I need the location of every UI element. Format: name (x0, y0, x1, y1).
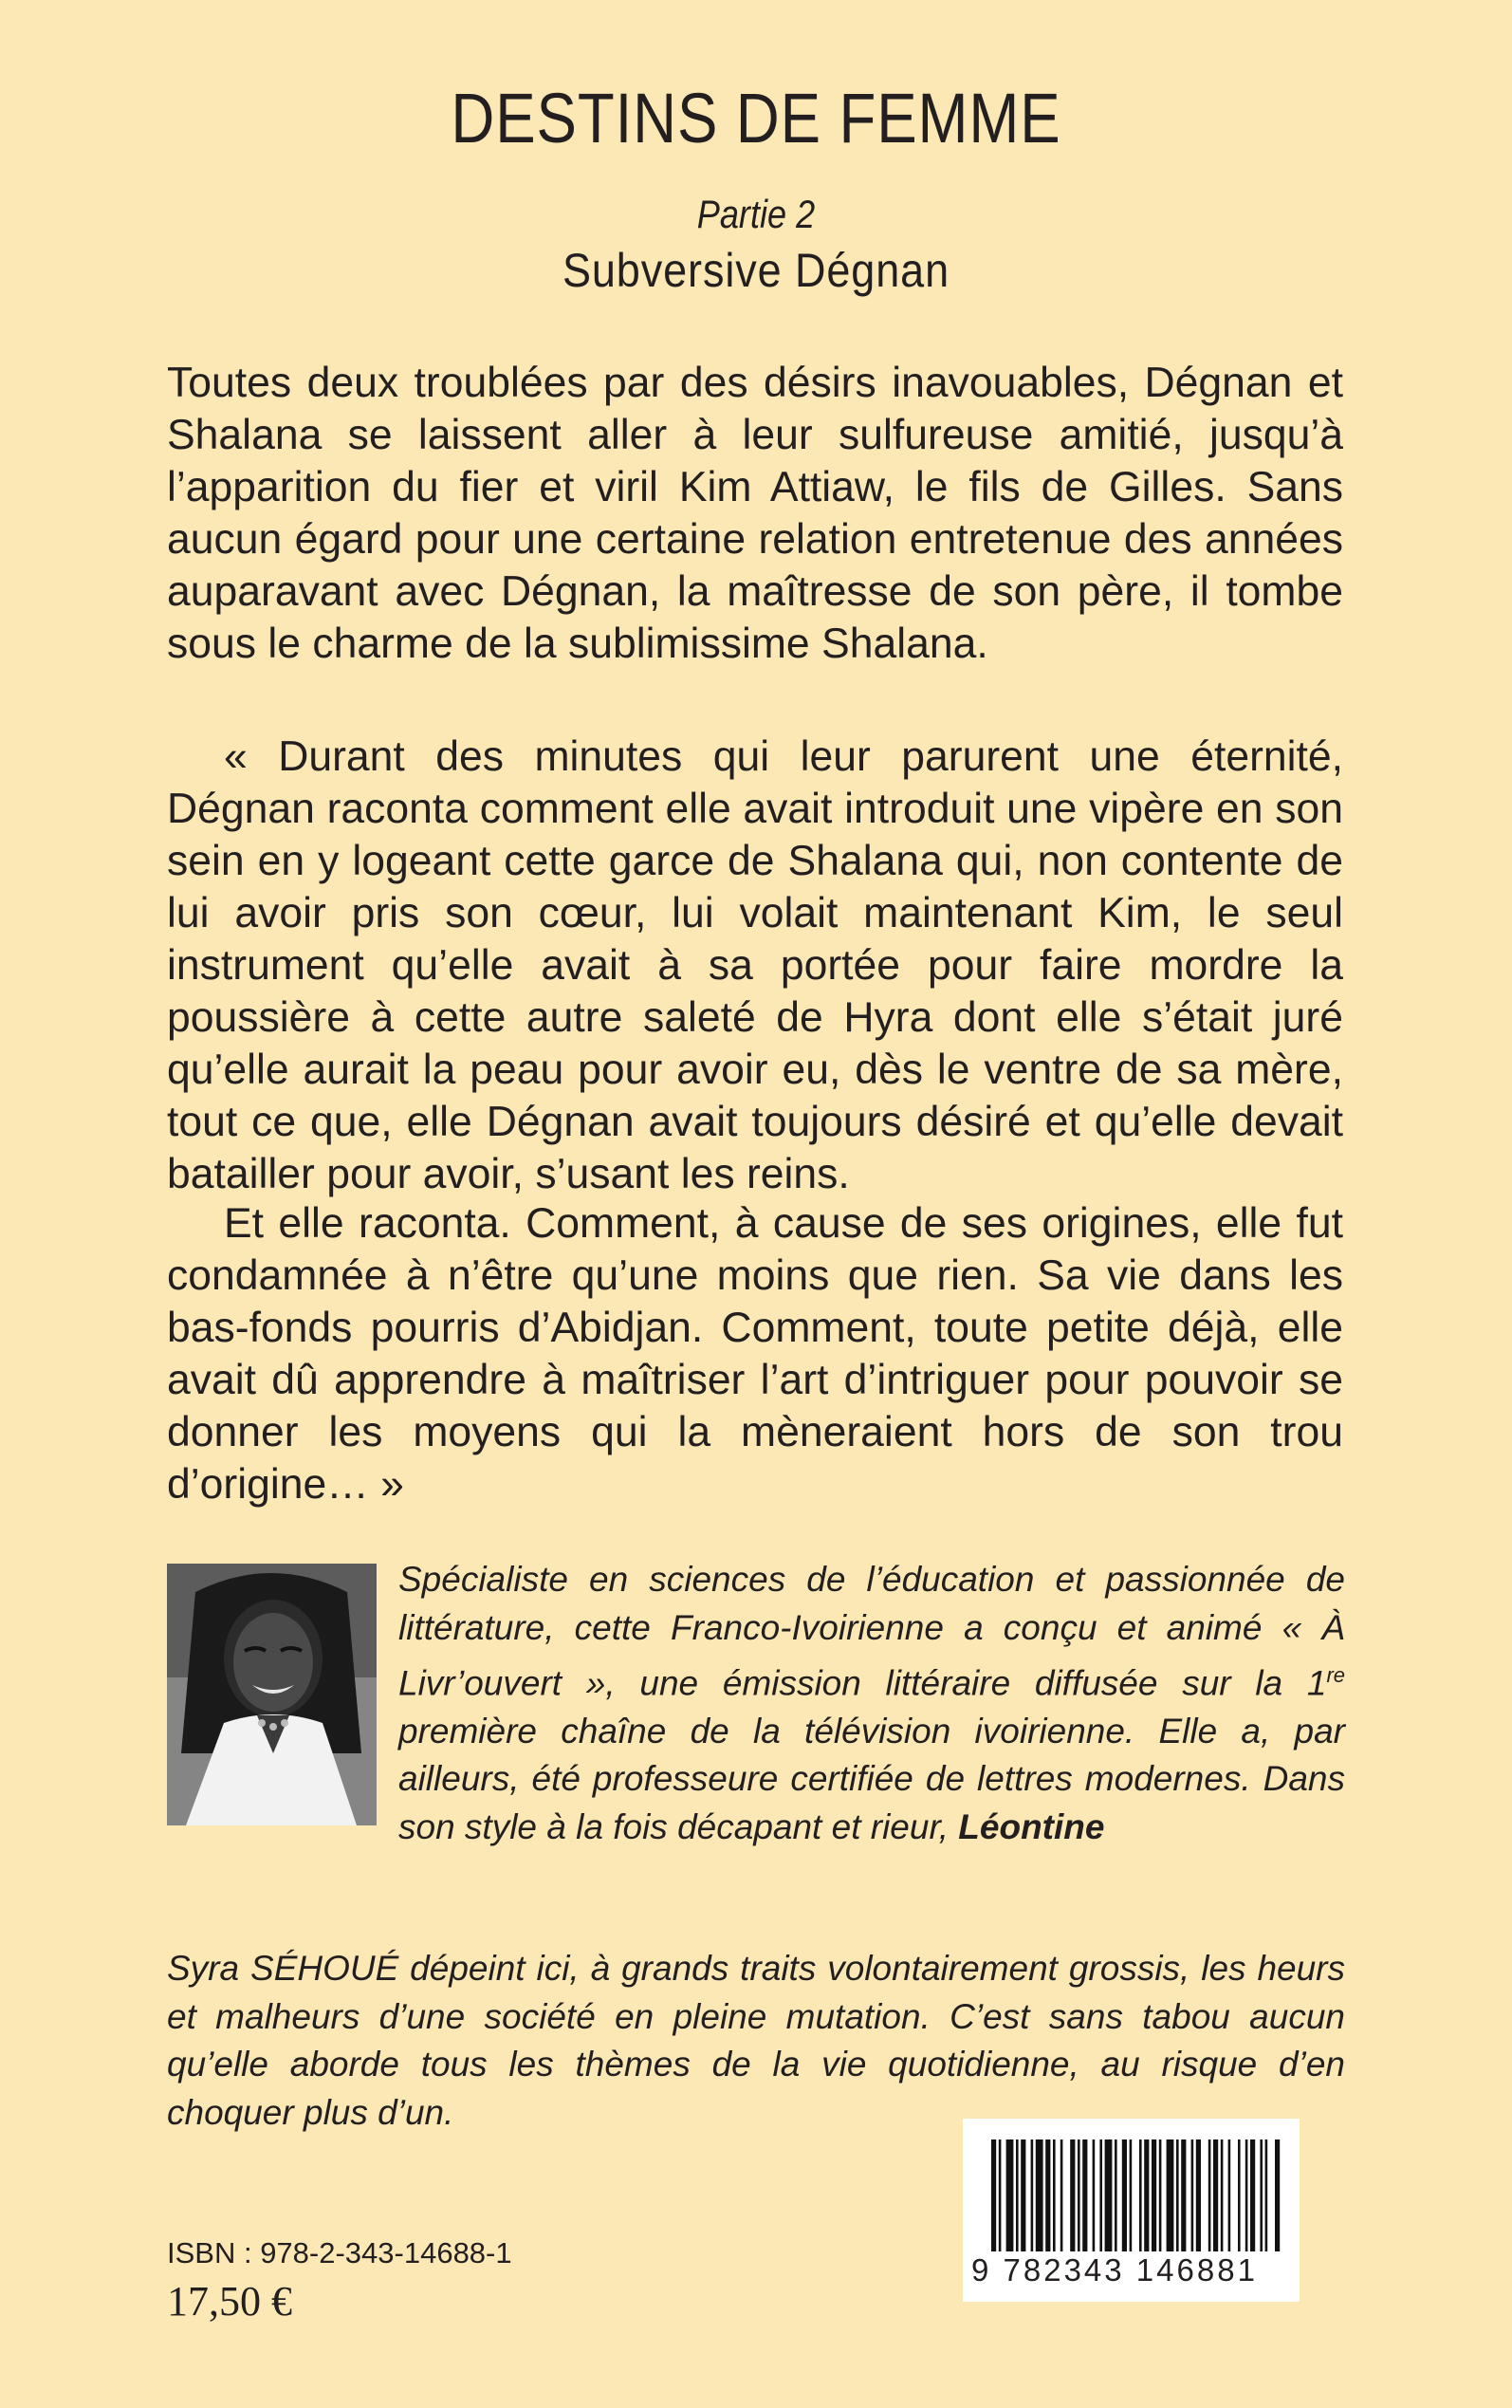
barcode-bar (1208, 2139, 1211, 2251)
part-label: Partie 2 (696, 192, 816, 236)
barcode-bar (1130, 2139, 1133, 2251)
barcode-bar (1016, 2139, 1019, 2251)
barcode-bar (1181, 2139, 1186, 2251)
barcode-bar (1070, 2139, 1075, 2251)
author-last-initial: S (250, 1949, 274, 1988)
barcode-bar (999, 2139, 1002, 2251)
book-subtitle: Subversive Dégnan (562, 244, 950, 297)
barcode-bar (1122, 2139, 1127, 2251)
excerpt-text-2: Et elle raconta. Comment, à cause de ses origines, elle fut condamnée à n’être qu’une moins que rien. Sa vie dans les bas-fonds pourris d’Abidjan. Comment, toute petite déjà, elle avait dû apprendre à maîtriser l’art d’intriguer pour pouvoir se donner les moyens qui la mèneraient hors de son trou d’origine… » (167, 1200, 1343, 1508)
author-photo (167, 1564, 377, 1825)
barcode-bar (1196, 2139, 1201, 2251)
author-last-name: ÉHOUÉ (273, 1949, 399, 1988)
barcode-bar (1144, 2139, 1149, 2251)
barcode-bar (1060, 2139, 1063, 2251)
barcode-bar (1167, 2139, 1174, 2251)
barcode-bar (1078, 2139, 1080, 2251)
barcode-bar (1006, 2139, 1014, 2251)
barcode-bar (1099, 2139, 1102, 2251)
barcode-bar (1191, 2139, 1194, 2251)
barcode-bar (1275, 2139, 1280, 2251)
barcode-bar (1152, 2139, 1156, 2251)
barcode-bar (1238, 2139, 1241, 2251)
barcode-bar (1045, 2139, 1050, 2251)
barcode-bar (1265, 2139, 1268, 2251)
barcode-bar (1105, 2139, 1113, 2251)
barcode-bar (1176, 2139, 1179, 2251)
barcode-bar (1093, 2139, 1096, 2251)
bio-superscript: re (1326, 1663, 1345, 1687)
price: 17,50 € (167, 2278, 292, 2325)
barcode-bar (1250, 2139, 1255, 2251)
excerpt-paragraph-1 (167, 731, 1343, 1200)
author-middle-name: Syra (167, 1949, 250, 1988)
barcode-bar (1082, 2139, 1087, 2251)
barcode-bar (1036, 2139, 1043, 2251)
barcode-bar (1139, 2139, 1142, 2251)
isbn: ISBN : 978-2-343-14688-1 (167, 2236, 512, 2269)
book-title: DESTINS DE FEMME (451, 79, 1061, 157)
synopsis-text: Toutes deux troublées par des désirs inavouables, Dégnan et Shalana se laissent aller à leur sulfureuse amitié, jusqu’à l’apparition du fier et viril Kim Attiaw, le fils de Gilles. Sans aucun égard pour une certaine relation entretenue des années auparavant avec Dégnan, la maîtresse de son père, il tombe sous le charme de la sublimissime Shalana. (167, 360, 1343, 667)
barcode-bar (1260, 2139, 1263, 2251)
bio-text-b: première chaîne de la télévision ivoirienne. Elle a, par ailleurs, été professeure certifiée de lettres modernes. Dans son style à la fois décapant et rieur, (398, 1711, 1345, 1846)
barcode-bar (1221, 2139, 1224, 2251)
barcode-bar (1031, 2139, 1034, 2251)
excerpt-paragraph-2 (167, 1197, 1343, 1510)
barcode-bar (1021, 2139, 1025, 2251)
barcode-bar (1159, 2139, 1162, 2251)
barcode-bar (1245, 2139, 1248, 2251)
barcode-bar (1115, 2139, 1117, 2251)
synopsis-paragraph (167, 357, 1343, 670)
author-first-name: Léontine (958, 1806, 1105, 1846)
barcode-bar (991, 2139, 996, 2251)
author-bio-lower (167, 1945, 1345, 2137)
barcode-digits: 9 782343 146881 (971, 2252, 1258, 2288)
author-bio-upper (398, 1556, 1345, 1851)
bio-text-c: dépeint ici, à grands traits volontairement grossis, les heurs et malheurs d’une société en pleine mutation. C’est sans tabou aucun qu’elle aborde tous les thèmes de la vie quotidienne, au risque d’en choquer plus d’un. (167, 1949, 1346, 2132)
bio-text-a: Spécialiste en sciences de l’éducation et passionnée de littérature, cette Franco-Ivoirienne a conçu et animé « À Livr’ouvert », une émission littéraire diffusée sur la 1 (398, 1560, 1345, 1703)
barcode-bar (1228, 2139, 1231, 2251)
barcode-bar (1053, 2139, 1056, 2251)
excerpt-text-1: « Durant des minutes qui leur parurent une éternité, Dégnan raconta comment elle avait introduit une vipère en son sein en y logeant cette garce de Shalana qui, non contente de lui avoir pris son cœur, lui volait maintenant Kim, le seul instrument qu’elle avait à sa portée pour faire mordre la poussière à cette autre saleté de Hyra dont elle s’était juré qu’elle aurait la peau pour avoir eu, dès le ventre de sa mère, tout ce que, elle Dégnan avait toujours désiré et qu’elle devait batailler pour avoir, s’usant les reins. (167, 733, 1343, 1197)
barcode-bar (1213, 2139, 1218, 2251)
